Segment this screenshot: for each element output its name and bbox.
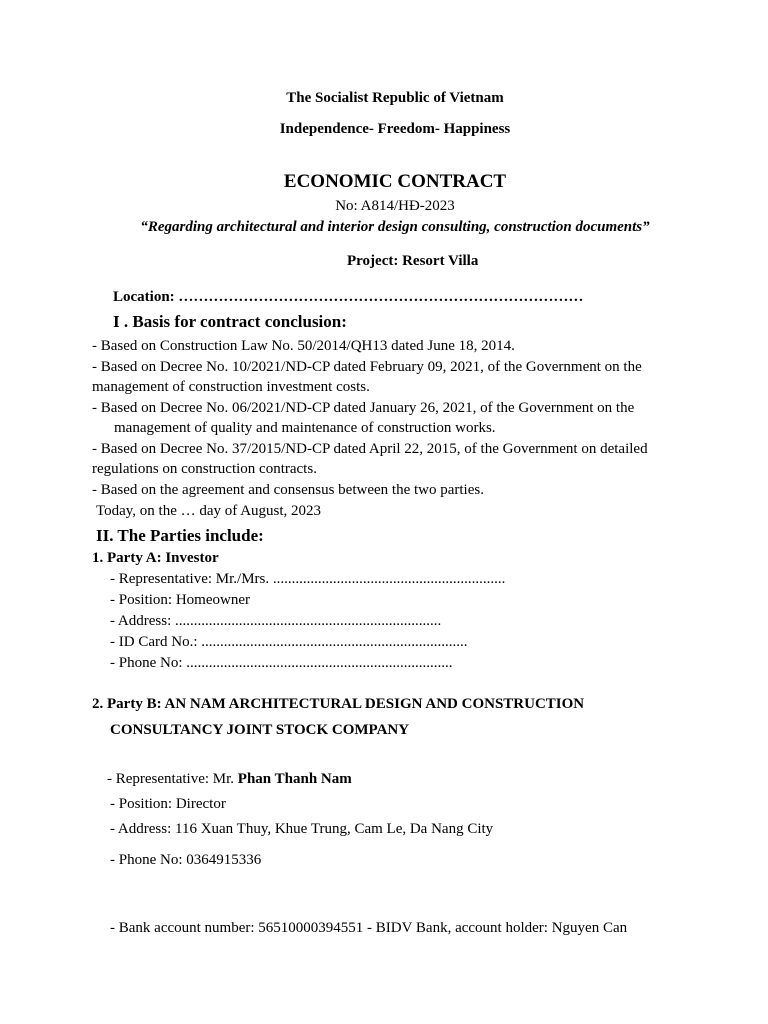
location-line [113,287,583,307]
party-b-address: - Address: 116 Xuan Thuy, Khue Trung, Cam Le, Da Nang City [110,821,494,837]
party-b-title-continued: CONSULTANCY JOINT STOCK COMPANY [110,722,410,738]
party-b-representative-name: Phan Thanh Nam [237,771,352,787]
basis-item: - Based on Decree No. 06/2021/ND-CP dated January 26, 2021, of the Government on the [92,400,635,416]
section-parties-heading: II. The Parties include: [96,526,264,545]
basis-item: - Based on Construction Law No. 50/2014/QH13 dated June 18, 2014. [92,338,515,354]
party-a-representative: - Representative: Mr./Mrs. .............................................................. [110,571,506,587]
contract-date-line: Today, on the … day of August, 2023 [96,503,322,519]
national-motto: Independence- Freedom- Happiness [279,121,511,137]
party-b-position: - Position: Director [110,796,226,812]
basis-item-continued: management of quality and maintenance of construction works. [114,420,496,436]
party-a-id-card: - ID Card No.: ....................................................................... [110,634,468,650]
contract-subject: “Regarding architectural and interior design consulting, construction documents” [140,219,650,235]
basis-item: - Based on the agreement and consensus between the two parties. [92,482,484,498]
country-name: The Socialist Republic of Vietnam [286,90,504,106]
section-basis-heading: I . Basis for contract conclusion: [113,312,347,331]
basis-item: - Based on Decree No. 37/2015/ND-CP dated April 22, 2015, of the Government on detailed [92,441,648,457]
basis-item: - Based on Decree No. 10/2021/ND-CP dated February 09, 2021, of the Government on the [92,359,642,375]
party-b-representative-label: - Representative: Mr. [107,771,238,787]
party-b-representative [107,769,352,789]
party-b-title: 2. Party B: AN NAM ARCHITECTURAL DESIGN AND CONSTRUCTION [92,696,585,712]
basis-item-continued: management of construction investment costs. [92,379,370,395]
party-b-phone: - Phone No: 0364915336 [110,852,262,868]
party-b-bank-account: - Bank account number: 56510000394551 - BIDV Bank, account holder: Nguyen Can [110,920,628,936]
basis-item-continued: regulations on construction contracts. [92,461,317,477]
party-a-phone: - Phone No: ....................................................................... [110,655,453,671]
party-a-position: - Position: Homeowner [110,592,250,608]
location-label: Location: [113,289,175,305]
location-placeholder: ……………………………………………………………………… [178,289,584,305]
party-a-title: 1. Party A: Investor [92,550,219,566]
project-name: Project: Resort Villa [347,253,479,269]
contract-title: ECONOMIC CONTRACT [283,171,507,192]
party-a-address: - Address: ....................................................................... [110,613,442,629]
contract-number: No: A814/HĐ-2023 [335,198,455,214]
